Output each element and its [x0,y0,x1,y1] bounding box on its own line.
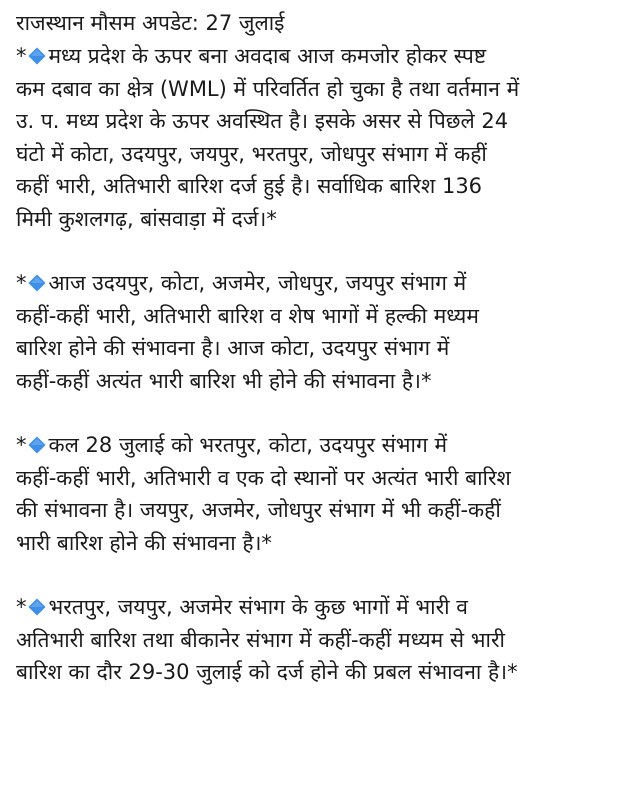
blue-diamond-icon [28,47,46,65]
paragraph-line: कहीं-कहीं भारी, अतिभारी बारिश व शेष भागों में हल्की मध्यम [16,303,479,328]
page-title: राजस्थान मौसम अपडेट: 27 जुलाई [16,11,285,35]
paragraph-line [16,591,626,624]
line-text: कल 28 जुलाई को भरतपुर, कोटा, उदयपुर संभाग में [48,433,448,457]
asterisk: * [16,433,27,457]
update-paragraph [16,591,626,689]
paragraph-line [16,267,626,300]
paragraph-line: बारिश का दौर 29-30 जुलाई को दर्ज होने की प्रबल संभावना है।* [16,660,518,684]
line-text: भरतपुर, जयपुर, अजमेर संभाग के कुछ भागों में भारी व [48,595,468,619]
paragraph-line: बारिश होने की संभावना है। आज कोटा, उदयपुर संभाग में [16,336,450,360]
paragraph-line [16,429,626,462]
asterisk: * [16,44,27,68]
blue-diamond-icon [28,598,46,616]
paragraph-line: कहीं भारी, अतिभारी बारिश दर्ज हुई है। सर्वाधिक बारिश 136 [16,174,483,198]
update-paragraph [16,40,626,235]
line-text: मध्य प्रदेश के ऊपर बना अवदाब आज कमजोर होकर स्पष्ट [48,44,487,68]
paragraph-line: की संभावना है। जयपुर, अजमेर, जोधपुर संभाग में भी कहीं-कहीं [16,498,501,522]
paragraph-line: अतिभारी बारिश तथा बीकानेर संभाग में कहीं-कहीं मध्यम से भारी [16,627,505,652]
update-body [16,40,626,689]
update-paragraph [16,429,626,559]
blue-diamond-icon [28,274,46,292]
paragraph-line: मिमी कुशलगढ़, बांसवाड़ा में दर्ज।* [16,206,277,231]
paragraph-line: भारी बारिश होने की संभावना है।* [16,530,272,555]
asterisk: * [16,271,27,295]
paragraph-line [16,40,626,73]
update-paragraph [16,267,626,397]
paragraph-spacer [16,559,626,591]
paragraph-line: कहीं-कहीं अत्यंत भारी बारिश भी होने की संभावना है।* [16,368,432,393]
paragraph-line: उ. प. मध्य प्रदेश के ऊपर अवस्थित है। इसके असर से पिछले 24 [16,109,509,133]
asterisk: * [16,595,27,619]
blue-diamond-icon [28,436,46,454]
paragraph-spacer [16,235,626,267]
paragraph-line: कम दबाव का क्षेत्र (WML) में परिवर्तित हो चुका है तथा वर्तमान में [16,76,520,101]
paragraph-spacer [16,397,626,429]
paragraph-line: घंटो में कोटा, उदयपुर, जयपुर, भरतपुर, जोधपुर संभाग में कहीं [16,141,487,166]
line-text: आज उदयपुर, कोटा, अजमेर, जोधपुर, जयपुर संभाग में [48,271,467,295]
paragraph-line: कहीं-कहीं भारी, अतिभारी व एक दो स्थानों पर अत्यंत भारी बारिश [16,465,511,490]
